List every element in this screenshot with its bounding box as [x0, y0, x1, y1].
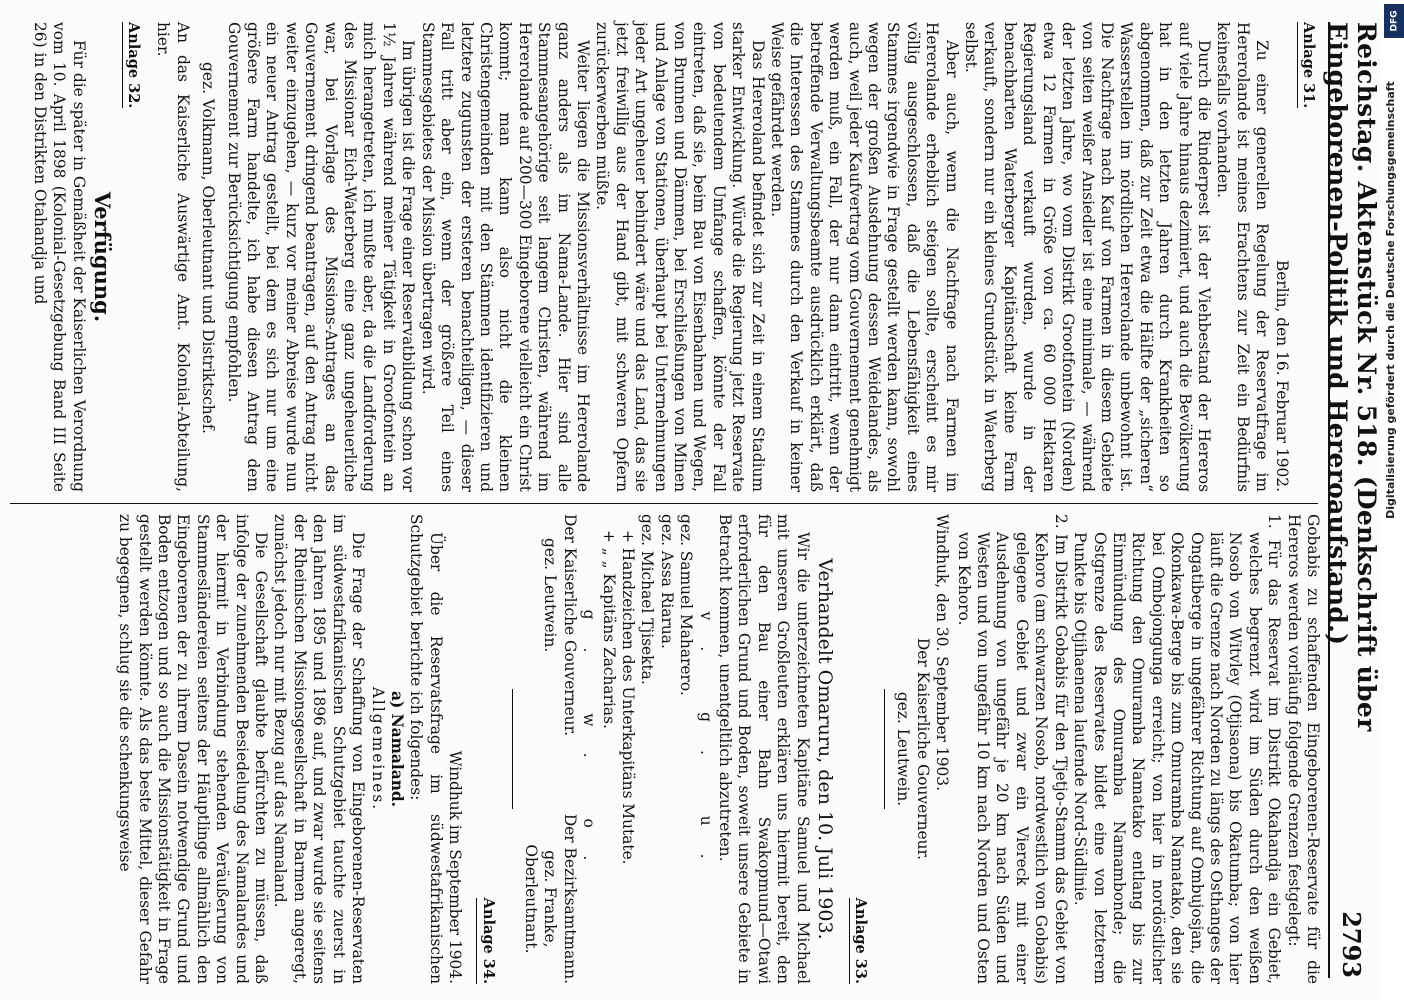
left-column	[10, 22, 1322, 492]
annex-34-heading: Anlage 34.	[476, 898, 497, 984]
column-divider	[10, 503, 1318, 504]
annex-34-paragraph: Über die Reservatsfrage im südwestafrikanischen Schutzgebiet berichte ich folgendes:	[407, 514, 445, 984]
annex-33-vgu: v. g. u.	[696, 611, 715, 887]
annex-34-date: Windhuk im September 1904.	[446, 750, 465, 984]
annex-32-signer-title: Der Kaiserliche Gouverneur.	[913, 637, 932, 861]
running-header	[1323, 22, 1381, 978]
annex-32-paragraph: Für die später in Gemäßheit der Kaiserlichen Verordnung vom 10. April 1898 (Kolonial-Gesetzgebung Band III Seite 26) in den Distrikten Otahandja und	[30, 22, 88, 492]
annex-33-heading-wrap	[843, 514, 874, 984]
annex-33-heading: Anlage 33.	[849, 898, 870, 984]
dfg-logo	[1384, 4, 1404, 38]
annex-32-item-1: 1. Für das Reservat im Distrikt Okahandja ein Gebiet, welches begrenzt wird im Süden durch den weißen Nosob von Witvley (Otjisaona) bis Okatumba; von hier läuft die Grenze nach Norden zu längs des Osthanges der Ongatiberge in ungefährer Richtung auf Ombujosjan, die Okonkawa-Berge bis zum Omuramba Namatako, den sie bei Ombojongunga erreicht; von hier in nordöstlicher Richtung den Omuramba Namatako entlang bis zur Einmündung des Omuramba Namambonde; die Ostgrenze des Reservates bildet eine von letzterem Punkte bis Otjihaenena laufende Nord-Südlinie.	[1071, 514, 1284, 984]
annex-33-signatory: gez. Samuel Maharero.	[677, 514, 696, 696]
header-title: Reichstag. Aktenstück Nr. 518. (Denkschrift über Eingeborenen-Politik und Hereroaufstand.)	[1323, 22, 1381, 732]
annex-33-gwo: g. w. o.	[580, 609, 599, 889]
annex-31-paragraph: Weiter liegen die Missionsverhältnisse im Hererolande ganz anders als im Nama-Lande. Hier sind alle Stammesangehörige seit langem Christen, während im Hererolande auf 200—300 Eingeborene vielleicht ein Christ kommt; man kann also nicht die kleinen Christengemeinden mit den Stämmen identifizieren und letztere zugunsten der ersteren benachteiligen, — dieser Fall tritt aber ein, wenn der größere Teil eines Stammesgebietes der Mission übertragen wird.	[418, 22, 592, 492]
annex-34-paragraph: Die Frage der Schaffung von Eingeborenen-Reservaten im südwestafrikanischen Schutzgebiet tauchte zuerst in den Jahren 1895 und 1896 auf, und zwar wurde sie seitens der Rheinischen Missionsgesellschaft in Barmen angeregt, zunächst jedoch nur mit Bezug auf das Namaland.	[271, 514, 368, 984]
annex-31-addressee: An das Kaiserliche Auswärtige Amt. Kolonial-Abteilung, hier.	[154, 22, 192, 492]
verfuegung-title: Verfügung.	[89, 191, 115, 323]
governor-title: Der Kaiserliche Gouverneur.	[560, 514, 579, 737]
annex-33-mark: + „ „ Kapitäns Zacharias.	[599, 530, 618, 729]
annex-33-right-signature	[521, 814, 579, 984]
district-officer-signature: gez. Franke,	[541, 850, 560, 948]
annex-33-signature-row	[521, 514, 579, 984]
annex-31-paragraph: Aber auch, wenn die Nachfrage nach Farmen im Hererolande erheblich steigen sollte, erscheint es mir völlig ausgeschlossen, daß die Lebensfähigkeit eines Stammes irgendwie in Frage gestellt werden kann, sowohl wegen der großen Ausdehnung dessen Weidelandes, als auch, weil jeder Kaufvertrag vom Gouvernement genehmigt werden muß, ein Fall, der nur dann eintritt, wenn der betreffende Verwaltungsbeamte ausdrücklich erklärt, daß die Interessen des Stammes durch den Verkauf in keiner Weise gefährdet werden.	[768, 22, 961, 492]
annex-31-paragraph: Durch die Rinderpest ist der Viehbestand der Hereros auf viele Jahre hinaus dezimiert, und auch die Bevölkerung hat in den letzten Jahren durch Krankheiten so abgenommen, daß zur Zeit etwa die Hälfte der „sicheren“ Wasserstellen im nördlichen Hererolande unbewohnt ist. Die Nachfrage nach Kauf von Farmen in diesem Gebiete von seiten weißer Ansiedler ist eine minimale, — während der letzten Jahre, wo vom Distrikt Grootfontein (Norden) etwa 12 Farmen in Größe von ca. 60 000 Hektaren Regierungsland verkauft wurden, wurde in der benachbarten Waterberger Kapitänschaft keine Farm verkauft, sondern nur ein kleines Grundstück in Waterberg selbst.	[962, 22, 1213, 492]
annex-33-signatory: gez. Assa Riarua.	[657, 514, 676, 649]
annex-31-signature: gez. Volkmann, Oberleutnant und Distriktschef.	[199, 62, 218, 434]
annex-31-paragraph: Das Hereroland befindet sich zur Zeit in einem Stadium starker Entwicklung. Würde die Regierung jetzt Reservate von bedeutendem Umfange schaffen, könnte der Fall eintreten, daß sie, beim Bau von Eisenbahnen und Wegen, von Brunnen und Dämmen, bei Erschließungen von Minen und Anlage von Stationen, überhaupt bei Unternehmungen jeder Art ungeheuer behindert wäre und das Land, das sie jetzt freiwillig aus der Hand gibt, mit schweren Opfern zurückerwerben müßte.	[593, 22, 767, 492]
text-columns	[10, 22, 1322, 984]
annex-32-date: Windhuk, den 30. September 1903.	[933, 514, 952, 791]
district-officer-title: Der Bezirksamtmann.	[560, 813, 579, 984]
annex-32-item-2: 2. Im Distrikt Gobabis für den Tjetjo-Stamm das Gebiet von Kehoro (am schwarzen Nosob, nordwestlich von Gobabis) gelegene Gebiet und zwar ein Viereck mit einer Ausdehnung von ungefähr je 20 km nach Süden und Westen und von ungefähr 10 km nach Norden und Osten von Kehoro.	[954, 514, 1070, 984]
section-rule	[512, 689, 513, 809]
governor-signature: gez. Leutwein.	[541, 538, 560, 653]
annex-33-left-signature	[521, 514, 579, 736]
annex-31-paragraph: Zu einer generellen Regelung der Reservatfrage im Hererolande ist meines Erachtens zur Zeit ein Bedürfnis keinesfalls vorhanden.	[1214, 22, 1272, 492]
annex-34-subheading: a) Namaland.	[387, 690, 406, 808]
annex-31-heading: Anlage 31.	[1297, 22, 1318, 108]
annex-32-continued: Gobabis zu schaffenden Eingeborenen-Reservate für die Hereros werden vorläufig folgende Grenzen festgelegt:	[1284, 514, 1322, 984]
annex-31-paragraph: Im übrigen ist die Frage einer Reservatbildung schon vor 1½ Jahren während meiner Tätigkeit in Grootfontein an mich herangetreten, ich mußte aber, da die Landforderung des Missionar Eich-Waterberg eine ganz ungeheuerliche war, bei Vorlage des Missions-Antrages an das Gouvernement dringend beantragen, auf den Antrag nicht weiter einzugehen, — kurz vor meiner Abreise wurde nun ein neuer Antrag gestellt, bei dem es sich nur um eine größere Farm handelte, ich habe diesen Antrag dem Gouvernement zur Berücksichtigung empfohlen.	[224, 22, 418, 492]
annex-34-paragraph: Die Gesellschaft glaubte befürchten zu müssen, daß infolge der zunehmenden Besiedelung des Namalandes und der hiermit in Verbindung stehenden Veräußerung von Stammesländereien seitens der Häuptlinge allmählich den Eingeborenen der zu ihrem Dasein notwendige Grund und Boden entzogen und so auch die Missionstätigkeit in Frage gestellt werden könnte. Als das beste Mittel, dieser Gefahr zu begegnen, schlug sie die schenkungsweise	[116, 514, 271, 984]
annex-33-title: Verhandelt Omaruru, den 10. Juli 1903.	[813, 558, 836, 940]
annex-34-general: Allgemeines.	[368, 686, 387, 812]
annex-31-date: Berlin, den 16. Februar 1902.	[1272, 259, 1291, 492]
digitization-note: Digitalisierung gefördert durch die Deutsche Forschungsgemeinschaft	[1384, 81, 1397, 519]
annex-34-heading-wrap	[470, 514, 501, 984]
page-number: 2793	[1337, 911, 1367, 978]
annex-33-signatory: gez. Michael Tjisekta.	[638, 514, 657, 685]
annex-32-heading: Anlage 32.	[122, 22, 143, 108]
dfg-logo-text: DFG	[1389, 10, 1400, 32]
section-rule	[884, 689, 885, 809]
right-column	[10, 514, 1322, 984]
annex-33-paragraph: Wir die unterzeichneten Kapitäne Samuel und Michael mit unseren Großleuten erklären uns hiermit bereit, den für den Bau einer Bahn Swakopmund—Otawi erforderlichen Grund und Boden, soweit unsere Gebiete in Betracht kommen, unentgeltlich abzutreten.	[716, 514, 812, 984]
annex-33-mark: + Handzeichen des Unterkapitäns Mutate.	[619, 530, 637, 865]
district-officer-rank: Oberleutnant.	[521, 844, 540, 954]
digitization-sidebar	[1384, 0, 1404, 1000]
annex-32-signature: gez. Leutwein.	[894, 691, 913, 807]
